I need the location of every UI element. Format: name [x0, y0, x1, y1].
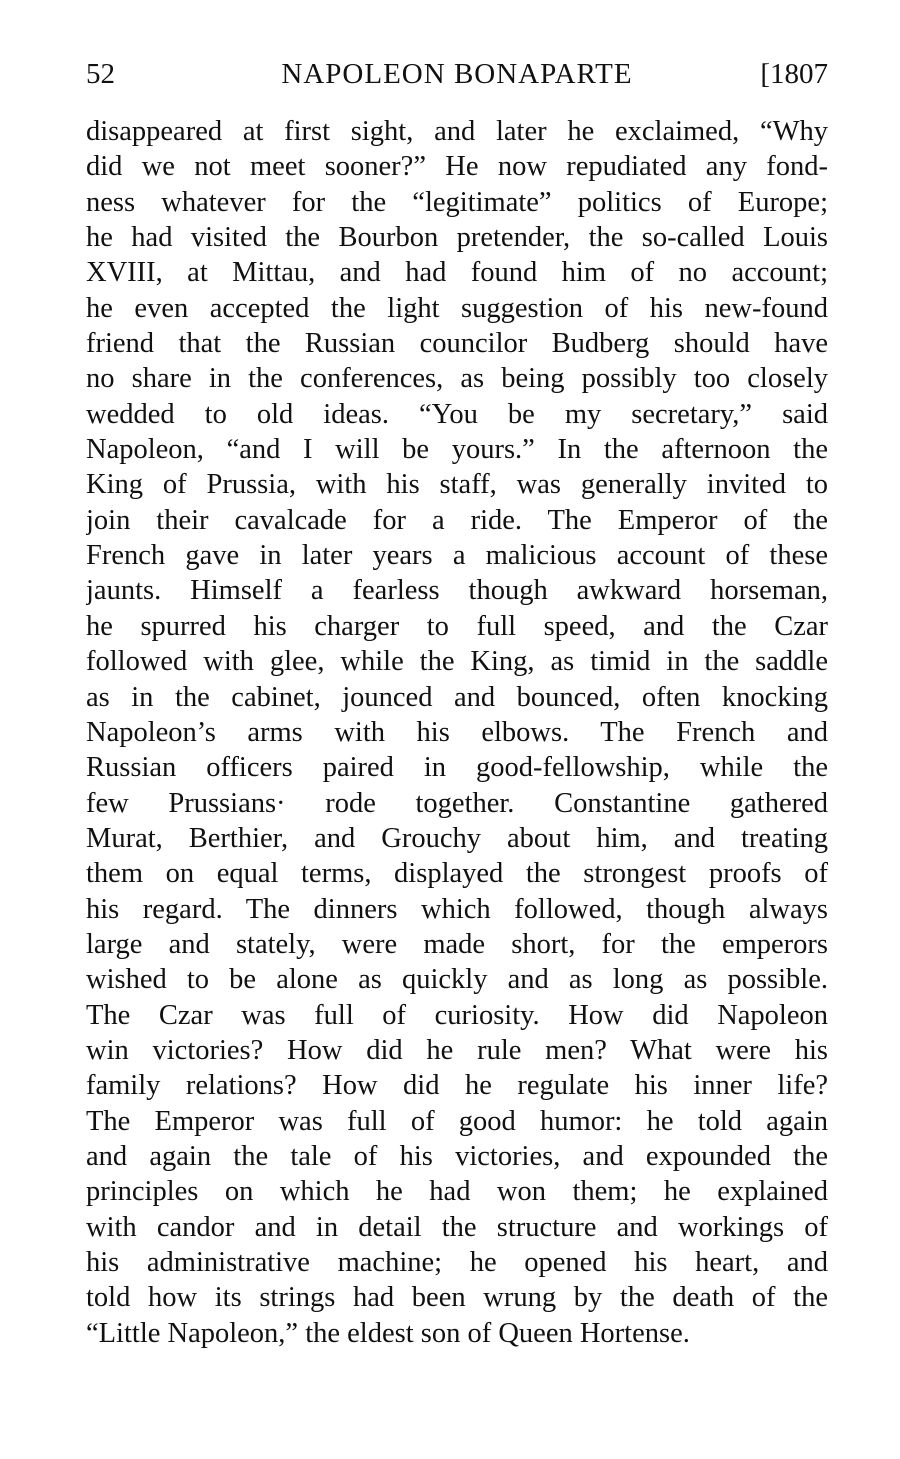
text-line: wedded to old ideas. “You be my secretary,” said [86, 398, 828, 430]
text-line: with candor and in detail the structure and workings of [86, 1211, 828, 1243]
text-line: family relations? How did he regulate his inner life? [86, 1070, 828, 1102]
text-line: few Prussians· rode together. Constantine gathered [86, 787, 828, 819]
text-line: win victories? How did he rule men? What were his [86, 1034, 828, 1066]
text-line: jaunts. Himself a fearless though awkward horseman, [86, 575, 828, 607]
text-line: no share in the conferences, as being possibly too closely [86, 363, 828, 395]
text-line: them on equal terms, displayed the strongest proofs of [86, 858, 828, 890]
text-line: and again the tale of his victories, and expounded the [86, 1140, 828, 1172]
text-line: The Czar was full of curiosity. How did Napoleon [86, 999, 828, 1031]
text-line: Napoleon, “and I will be yours.” In the afternoon the [86, 434, 828, 466]
text-line: wished to be alone as quickly and as long as possible. [86, 964, 828, 996]
text-line-last: “Little Napoleon,” the eldest son of Queen Hortense. [86, 1317, 690, 1349]
chapter-year: [1807 [760, 58, 828, 90]
text-line: he had visited the Bourbon pretender, the so-called Louis [86, 222, 828, 254]
text-line: principles on which he had won them; he explained [86, 1176, 828, 1208]
running-head [86, 54, 828, 94]
text-line: XVIII, at Mittau, and had found him of no account; [86, 257, 828, 289]
text-line: join their cavalcade for a ride. The Emperor of the [86, 504, 828, 536]
text-line: his administrative machine; he opened his heart, and [86, 1247, 828, 1278]
text-line: French gave in later years a malicious account of these [86, 540, 828, 572]
text-line: disappeared at first sight, and later he exclaimed, “Why [86, 116, 828, 147]
text-line: friend that the Russian councilor Budberg should have [86, 328, 828, 360]
text-line: he spurred his charger to full speed, and the Czar [86, 610, 828, 642]
text-line: as in the cabinet, jounced and bounced, often knocking [86, 681, 828, 713]
text-line: did we not meet sooner?” He now repudiated any fond- [86, 151, 828, 183]
text-line: he even accepted the light suggestion of his new-found [86, 292, 828, 324]
text-line: King of Prussia, with his staff, was generally invited to [86, 469, 828, 501]
text-line: his regard. The dinners which followed, though always [86, 893, 828, 925]
text-line: Napoleon’s arms with his elbows. The French and [86, 716, 828, 748]
text-line: large and stately, were made short, for the emperors [86, 928, 828, 960]
text-line: followed with glee, while the King, as timid in the saddle [86, 646, 828, 678]
text-line: Murat, Berthier, and Grouchy about him, and treating [86, 822, 828, 854]
text-line: told how its strings had been wrung by the death of the [86, 1282, 828, 1314]
text-line: Russian officers paired in good-fellowship, while the [86, 752, 828, 784]
text-line: The Emperor was full of good humor: he told again [86, 1105, 828, 1137]
page-number: 52 [86, 58, 115, 90]
text-line: ness whatever for the “legitimate” politics of Europe; [86, 186, 828, 218]
body-text [86, 114, 828, 1351]
book-title: NAPOLEON BONAPARTE [281, 58, 633, 90]
